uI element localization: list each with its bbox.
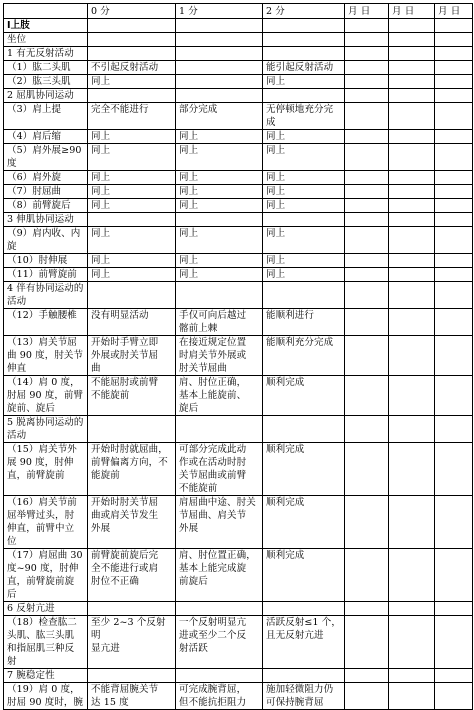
score-2-criterion: 同上 [263,171,345,185]
score-2-criterion: 能顺利充分完成 [263,336,345,376]
date-entry-cell[interactable] [435,416,473,443]
item-name: （9）肩内收、内 旋 [4,227,88,254]
score-2-criterion: 顺利完成 [263,549,345,602]
date-entry-cell[interactable] [435,254,473,268]
item-name: （5）肩外展≥90 度 [4,144,88,171]
empty-cell [176,416,263,443]
date-entry-cell[interactable] [345,144,389,171]
date-entry-cell[interactable] [389,171,435,185]
empty-cell [88,602,176,616]
empty-cell [263,19,345,33]
date-entry-cell[interactable] [389,47,435,61]
date-entry-cell[interactable] [435,89,473,103]
date-entry-cell[interactable] [345,254,389,268]
empty-cell [176,47,263,61]
date-entry-cell[interactable] [345,309,389,336]
date-entry-cell[interactable] [345,227,389,254]
date-entry-cell[interactable] [435,33,473,47]
section-row [4,33,473,47]
empty-cell [88,89,176,103]
score-0-criterion: 同上 [88,171,176,185]
item-name: （6）肩外旋 [4,171,88,185]
date-entry-cell[interactable] [435,683,473,710]
empty-cell [88,33,176,47]
table-row [4,61,473,75]
date-entry-cell[interactable] [389,75,435,89]
date-entry-cell[interactable] [389,443,435,496]
score-2-criterion: 能顺利进行 [263,309,345,336]
table-row [4,227,473,254]
table-row [4,496,473,549]
empty-cell [176,19,263,33]
score-0-criterion: 同上 [88,130,176,144]
empty-cell [263,602,345,616]
score-0-criterion: 开始时肘关节屈 曲或肩关节发生 外展 [88,496,176,549]
date-entry-cell[interactable] [389,616,435,669]
table-row [4,376,473,416]
empty-cell [176,33,263,47]
item-name: （18）检查肱二 头肌、肱三头肌 和指屈肌三种反 射 [4,616,88,669]
date-entry-cell[interactable] [435,130,473,144]
date-entry-cell[interactable] [345,75,389,89]
table-row [4,443,473,496]
header-date-1: 月 日 [345,4,389,19]
date-entry-cell[interactable] [389,19,435,33]
date-entry-cell[interactable] [389,199,435,213]
date-entry-cell[interactable] [345,47,389,61]
date-entry-cell[interactable] [435,309,473,336]
item-name: （10）肘伸展 [4,254,88,268]
header-score-1: 1 分 [176,4,263,19]
item-name: （12）手触腰椎 [4,309,88,336]
section-heading: 4 伴有协同运动的活动 [4,282,88,309]
score-0-criterion: 没有明显活动 [88,309,176,336]
date-entry-cell[interactable] [435,443,473,496]
date-entry-cell[interactable] [435,496,473,549]
date-entry-cell[interactable] [435,185,473,199]
item-name: （14）肩 0 度， 肘屈 90 度，前臂 旋前、旋后 [4,376,88,416]
score-0-criterion: 至少 2~3 个反射明 显亢进 [88,616,176,669]
title-row [4,19,473,33]
header-date-2: 月 日 [389,4,435,19]
date-entry-cell[interactable] [389,103,435,130]
date-entry-cell[interactable] [389,549,435,602]
score-1-criterion: 一个反射明显亢 进或至少二个反 射活跃 [176,616,263,669]
date-entry-cell[interactable] [389,130,435,144]
table-row [4,549,473,602]
date-entry-cell[interactable] [435,75,473,89]
score-0-criterion: 同上 [88,185,176,199]
score-1-criterion: 可部分完成此动 作或在活动时肘 关节屈曲或前臂 不能旋前 [176,443,263,496]
score-1-criterion: 手仅可向后越过 髂前上棘 [176,309,263,336]
date-entry-cell[interactable] [345,130,389,144]
score-2-criterion: 同上 [263,268,345,282]
header-date-3: 月 日 [435,4,473,19]
score-0-criterion: 开始时肘就屈曲， 前臂偏离方向，不 能旋前 [88,443,176,496]
score-2-criterion: 同上 [263,130,345,144]
date-entry-cell[interactable] [345,268,389,282]
item-name: （2）肱三头肌 [4,75,88,89]
score-2-criterion: 同上 [263,75,345,89]
item-name: （4）肩后缩 [4,130,88,144]
score-1-criterion: 部分完成 [176,103,263,130]
empty-cell [88,19,176,33]
score-0-criterion: 同上 [88,268,176,282]
score-2-criterion: 能引起反射活动 [263,61,345,75]
date-entry-cell[interactable] [345,61,389,75]
date-entry-cell[interactable] [435,213,473,227]
section-row [4,282,473,309]
header-cell [4,4,88,19]
table-row [4,130,473,144]
item-name: （8）前臂旋后 [4,199,88,213]
score-1-criterion: 肩、肘位正确， 基本上能旋前、 旋后 [176,376,263,416]
empty-cell [88,669,176,683]
date-entry-cell[interactable] [389,669,435,683]
table-row [4,103,473,130]
score-2-criterion: 无停顿地充分完 成 [263,103,345,130]
empty-cell [88,282,176,309]
header-score-2: 2 分 [263,4,345,19]
date-entry-cell[interactable] [345,376,389,416]
empty-cell [176,669,263,683]
score-1-criterion: 同上 [176,199,263,213]
table-row [4,268,473,282]
date-entry-cell[interactable] [389,416,435,443]
date-entry-cell[interactable] [435,19,473,33]
item-name: （16）肩关节前 屈举臂过头，肘 伸直，前臂中立 位 [4,496,88,549]
date-entry-cell[interactable] [345,496,389,549]
date-entry-cell[interactable] [435,549,473,602]
section-row [4,416,473,443]
empty-cell [263,669,345,683]
item-name: （19）肩 0 度， 肘屈 90 度时，腕 [4,683,88,710]
date-entry-cell[interactable] [345,602,389,616]
date-entry-cell[interactable] [345,33,389,47]
empty-cell [176,89,263,103]
score-1-criterion [176,61,263,75]
date-entry-cell[interactable] [345,185,389,199]
score-1-criterion: 同上 [176,254,263,268]
date-entry-cell[interactable] [345,616,389,669]
date-entry-cell[interactable] [345,443,389,496]
item-name: （11）前臂旋前 [4,268,88,282]
score-0-criterion: 前臂旋前旋后完 全不能进行或肩 肘位不正确 [88,549,176,602]
section-row [4,669,473,683]
date-entry-cell[interactable] [389,185,435,199]
date-entry-cell[interactable] [435,376,473,416]
empty-cell [88,213,176,227]
section-heading: 5 脱离协同运动的活动 [4,416,88,443]
date-entry-cell[interactable] [389,336,435,376]
empty-cell [263,89,345,103]
item-name: （1）肱二头肌 [4,61,88,75]
empty-cell [88,47,176,61]
assessment-form [3,3,473,710]
score-1-criterion: 同上 [176,144,263,171]
score-0-criterion: 同上 [88,199,176,213]
score-1-criterion: 同上 [176,227,263,254]
score-2-criterion: 顺利完成 [263,496,345,549]
score-1-criterion: 同上 [176,130,263,144]
table-row [4,199,473,213]
score-0-criterion: 同上 [88,254,176,268]
score-0-criterion: 同上 [88,144,176,171]
empty-cell [263,416,345,443]
score-2-criterion: 同上 [263,144,345,171]
score-1-criterion: 在接近规定位置 时肩关节外展或 肘关节屈曲 [176,336,263,376]
date-entry-cell[interactable] [389,213,435,227]
date-entry-cell[interactable] [389,268,435,282]
table-row [4,185,473,199]
item-name: （17）肩屈曲 30 度~90 度，肘伸 直，前臂旋前旋 后 [4,549,88,602]
item-name: （7）肘屈曲 [4,185,88,199]
date-entry-cell[interactable] [345,416,389,443]
date-entry-cell[interactable] [389,309,435,336]
date-entry-cell[interactable] [389,33,435,47]
section-title: Ⅰ上肢 [4,19,88,33]
section-row [4,47,473,61]
section-heading: 6 反射亢进 [4,602,88,616]
score-1-criterion: 肩屈曲中途、肘关 节屈曲、肩关节 外展 [176,496,263,549]
score-0-criterion: 同上 [88,227,176,254]
score-2-criterion: 活跃反射≤1 个， 且无反射亢进 [263,616,345,669]
date-entry-cell[interactable] [435,47,473,61]
date-entry-cell[interactable] [435,103,473,130]
empty-cell [176,602,263,616]
empty-cell [263,213,345,227]
item-name: （13）肩关节屈 曲 90 度，肘关节 伸直 [4,336,88,376]
table-row [4,75,473,89]
item-name: （15）肩关节外 展 90 度，肘伸 直，前臂旋前 [4,443,88,496]
date-entry-cell[interactable] [389,376,435,416]
section-row [4,89,473,103]
upper-limb-assessment-table [3,3,473,710]
date-entry-cell[interactable] [435,227,473,254]
date-entry-cell[interactable] [435,144,473,171]
date-entry-cell[interactable] [389,254,435,268]
date-entry-cell[interactable] [389,144,435,171]
section-row [4,602,473,616]
score-2-criterion: 顺利完成 [263,443,345,496]
date-entry-cell[interactable] [435,61,473,75]
score-2-criterion: 顺利完成 [263,376,345,416]
empty-cell [176,282,263,309]
date-entry-cell[interactable] [435,171,473,185]
table-row [4,144,473,171]
table-row [4,616,473,669]
score-1-criterion: 肩、肘位置正确， 基本上能完成旋 前旋后 [176,549,263,602]
empty-cell [88,416,176,443]
date-entry-cell[interactable] [389,282,435,309]
date-entry-cell[interactable] [345,669,389,683]
table-row [4,683,473,710]
date-entry-cell[interactable] [389,496,435,549]
date-entry-cell[interactable] [435,268,473,282]
date-entry-cell[interactable] [435,336,473,376]
score-1-criterion: 同上 [176,171,263,185]
score-0-criterion: 同上 [88,75,176,89]
date-entry-cell[interactable] [389,683,435,710]
header-row [4,4,473,19]
section-heading: 3 伸肌协同运动 [4,213,88,227]
score-2-criterion: 同上 [263,185,345,199]
date-entry-cell[interactable] [389,227,435,254]
empty-cell [263,33,345,47]
score-1-criterion: 可完成腕背屈， 但不能抗拒阻力 [176,683,263,710]
table-row [4,254,473,268]
score-0-criterion: 不能屈肘或前臂 不能旋前 [88,376,176,416]
table-row [4,309,473,336]
score-1-criterion: 同上 [176,185,263,199]
section-heading: 1 有无反射活动 [4,47,88,61]
score-1-criterion [176,75,263,89]
section-heading: 坐位 [4,33,88,47]
date-entry-cell[interactable] [345,336,389,376]
item-name: （3）肩上提 [4,103,88,130]
date-entry-cell[interactable] [435,602,473,616]
date-entry-cell[interactable] [435,616,473,669]
header-score-0: 0 分 [88,4,176,19]
date-entry-cell[interactable] [345,171,389,185]
date-entry-cell[interactable] [345,199,389,213]
score-0-criterion: 完全不能进行 [88,103,176,130]
section-heading: 7 腕稳定性 [4,669,88,683]
date-entry-cell[interactable] [345,282,389,309]
score-1-criterion: 同上 [176,268,263,282]
table-row [4,336,473,376]
score-2-criterion: 同上 [263,199,345,213]
date-entry-cell[interactable] [389,89,435,103]
date-entry-cell[interactable] [389,602,435,616]
section-heading: 2 屈肌协同运动 [4,89,88,103]
score-2-criterion: 同上 [263,227,345,254]
empty-cell [176,213,263,227]
date-entry-cell[interactable] [435,669,473,683]
empty-cell [263,47,345,61]
score-0-criterion: 不能背屈腕关节 达 15 度 [88,683,176,710]
section-row [4,213,473,227]
date-entry-cell[interactable] [345,213,389,227]
date-entry-cell[interactable] [435,282,473,309]
date-entry-cell[interactable] [345,683,389,710]
date-entry-cell[interactable] [389,61,435,75]
empty-cell [263,282,345,309]
date-entry-cell[interactable] [345,549,389,602]
date-entry-cell[interactable] [345,103,389,130]
date-entry-cell[interactable] [345,19,389,33]
score-0-criterion: 不引起反射活动 [88,61,176,75]
score-2-criterion: 同上 [263,254,345,268]
date-entry-cell[interactable] [345,89,389,103]
date-entry-cell[interactable] [435,199,473,213]
table-row [4,171,473,185]
score-0-criterion: 开始时手臂立即 外展或肘关节屈 曲 [88,336,176,376]
score-2-criterion: 施加轻微阻力仍 可保持腕背屈 [263,683,345,710]
